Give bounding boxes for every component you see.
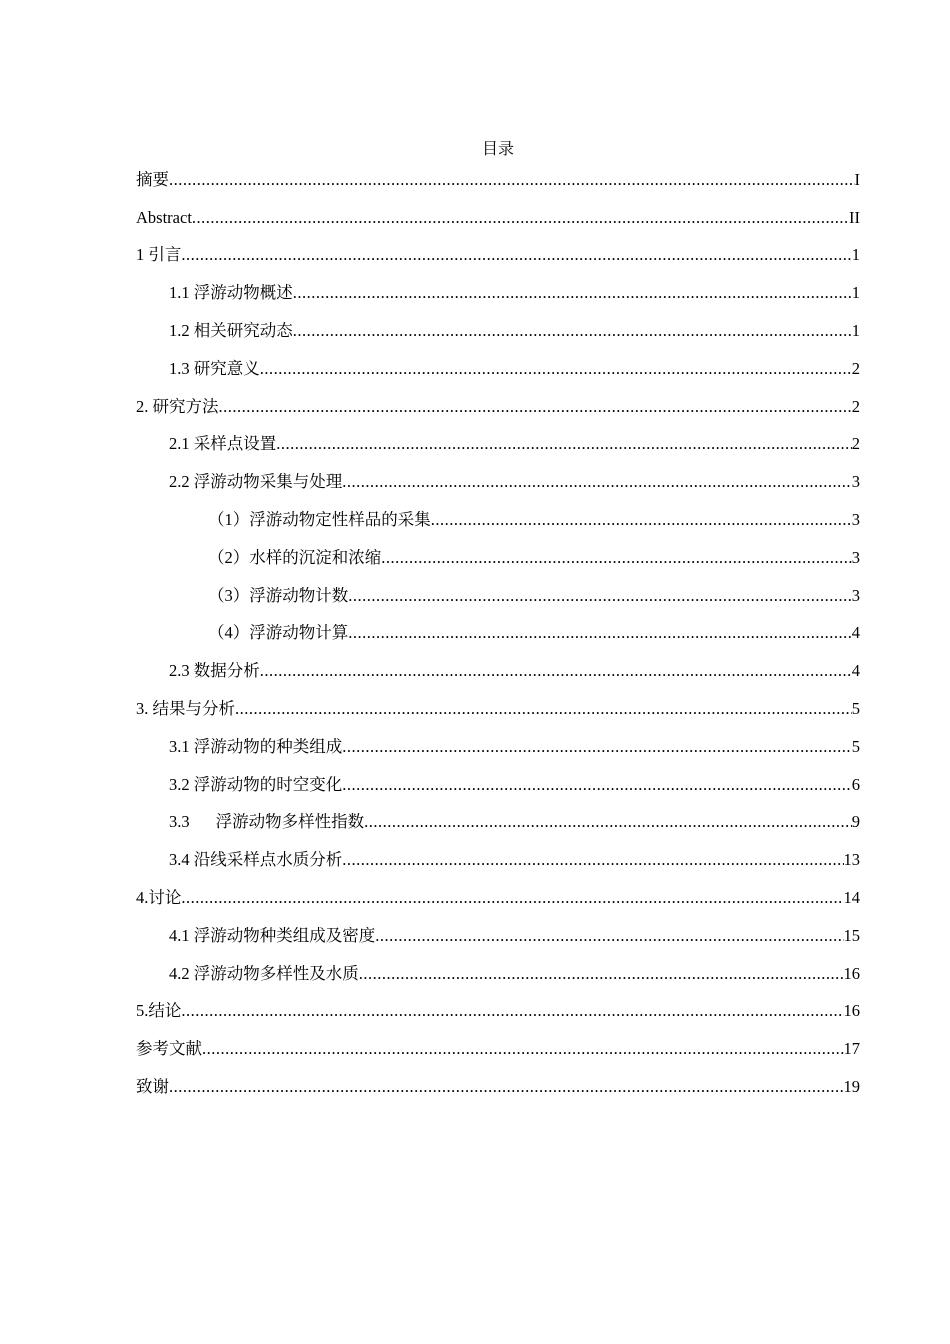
toc-entry-label: （4）浮游动物计算: [208, 623, 349, 643]
toc-entry-page: 4: [851, 661, 860, 681]
toc-entry-page: 3: [851, 585, 860, 605]
toc-entry-methods[interactable]: [136, 384, 860, 422]
toc-entry-page: II: [849, 207, 860, 227]
toc-entry-2-2-1[interactable]: [136, 497, 860, 535]
toc-entry-label: （1）浮游动物定性样品的采集: [208, 509, 431, 529]
toc-entry-2-2-4[interactable]: [136, 611, 860, 649]
toc-leader-dots: [381, 547, 852, 573]
toc-leader-dots: [431, 509, 852, 535]
toc-leader-dots: [260, 660, 852, 686]
toc-entry-page: 2: [851, 396, 860, 416]
toc-leader-dots: [293, 282, 852, 308]
toc-entry-label: 2.1 采样点设置: [169, 434, 277, 454]
toc-entry-page: 2: [851, 358, 860, 378]
toc-leader-dots: [276, 433, 852, 459]
toc-entry-label: 1.3 研究意义: [169, 358, 260, 378]
toc-leader-dots: [375, 925, 843, 951]
toc-title: 目录: [481, 141, 514, 158]
toc-leader-dots: [348, 585, 852, 611]
toc-leader-dots: [192, 207, 849, 233]
toc-entry-page: 19: [843, 1076, 860, 1096]
toc-entry-page: 17: [843, 1039, 860, 1059]
toc-entry-label: [169, 811, 364, 837]
toc-entry-1-2[interactable]: [136, 308, 860, 346]
toc-entry-2-2[interactable]: [136, 459, 860, 497]
toc-entry-page: 14: [843, 887, 860, 907]
toc-leader-dots: [348, 622, 852, 648]
toc-leader-dots: [219, 396, 852, 422]
toc-entry-label: 3.2 浮游动物的时空变化: [169, 774, 343, 794]
toc-entry-label: 参考文献: [136, 1039, 202, 1059]
toc-entry-label: 3. 结果与分析: [136, 698, 235, 718]
toc-entry-results[interactable]: [136, 686, 860, 724]
toc-entry-3-4[interactable]: [136, 837, 860, 875]
toc-entry-1-3[interactable]: [136, 346, 860, 384]
toc-entry-label: 2. 研究方法: [136, 396, 219, 416]
toc-entry-discussion[interactable]: [136, 875, 860, 913]
toc-entry-label: 致谢: [136, 1076, 169, 1096]
toc-entry-2-2-2[interactable]: [136, 535, 860, 573]
toc-entry-label: 2.3 数据分析: [169, 661, 260, 681]
toc-leader-dots: [181, 244, 851, 270]
toc-leader-dots: [342, 849, 843, 875]
toc-entry-page: 3: [851, 509, 860, 529]
toc-entry-page: 5: [851, 736, 860, 756]
toc-leader-dots: [169, 1076, 844, 1102]
toc-leader-dots: [235, 698, 852, 724]
toc-entry-abstract-en[interactable]: [136, 195, 860, 233]
toc-entry-label: 1.1 浮游动物概述: [169, 283, 293, 303]
toc-leader-dots: [342, 774, 852, 800]
toc-entry-acknowledgements[interactable]: [136, 1064, 860, 1102]
toc-entry-page: 16: [843, 963, 860, 983]
toc-leader-dots: [169, 169, 855, 195]
toc-entry-label: 2.2 浮游动物采集与处理: [169, 472, 343, 492]
toc-leader-dots: [260, 358, 852, 384]
toc-entry-page: 6: [851, 774, 860, 794]
toc-entry-4-1[interactable]: [136, 913, 860, 951]
toc-entry-page: 1: [851, 245, 860, 265]
toc-entry-label: （2）水样的沉淀和浓缩: [208, 547, 382, 567]
toc-entry-label: （3）浮游动物计数: [208, 585, 349, 605]
toc-entry-2-3[interactable]: [136, 648, 860, 686]
toc-leader-dots: [293, 320, 852, 346]
toc-entry-4-2[interactable]: [136, 951, 860, 989]
toc-entry-label: 1.2 相关研究动态: [169, 320, 293, 340]
toc-entry-page: 3: [851, 472, 860, 492]
toc-entry-page: I: [854, 169, 860, 189]
toc-entry-label: 1 引言: [136, 245, 182, 265]
toc-entry-page: 9: [851, 812, 860, 832]
toc-entry-label: 摘要: [136, 169, 169, 189]
toc-list: [136, 157, 860, 1102]
toc-leader-dots: [364, 811, 852, 837]
toc-entry-label: 5.结论: [136, 1001, 182, 1021]
toc-entry-conclusion[interactable]: [136, 989, 860, 1027]
toc-entry-page: 13: [843, 850, 860, 870]
toc-entry-label: 4.2 浮游动物多样性及水质: [169, 963, 359, 983]
toc-entry-page: 4: [851, 623, 860, 643]
toc-entry-references[interactable]: [136, 1026, 860, 1064]
toc-entry-number: 3.3: [169, 812, 190, 832]
toc-entry-page: 3: [851, 547, 860, 567]
toc-leader-dots: [359, 963, 844, 989]
toc-entry-3-3[interactable]: [136, 800, 860, 838]
toc-leader-dots: [202, 1038, 844, 1064]
toc-leader-dots: [342, 736, 852, 762]
toc-entry-3-2[interactable]: [136, 762, 860, 800]
toc-entry-2-2-3[interactable]: [136, 573, 860, 611]
toc-entry-1-1[interactable]: [136, 270, 860, 308]
toc-entry-3-1[interactable]: [136, 724, 860, 762]
toc-entry-page: 5: [851, 698, 860, 718]
toc-entry-label: 4.1 浮游动物种类组成及密度: [169, 925, 376, 945]
toc-entry-page: 15: [843, 925, 860, 945]
toc-entry-introduction[interactable]: [136, 233, 860, 271]
toc-entry-page: 16: [843, 1001, 860, 1021]
toc-leader-dots: [342, 471, 852, 497]
toc-leader-dots: [181, 887, 843, 913]
toc-entry-2-1[interactable]: [136, 422, 860, 460]
toc-entry-page: 1: [851, 283, 860, 303]
toc-entry-label: 3.4 沿线采样点水质分析: [169, 850, 343, 870]
toc-entry-abstract-cn[interactable]: [136, 157, 860, 195]
toc-entry-page: 2: [851, 434, 860, 454]
toc-entry-label: 3.1 浮游动物的种类组成: [169, 736, 343, 756]
toc-entry-label: Abstract: [136, 207, 192, 227]
toc-leader-dots: [181, 1000, 843, 1026]
toc-entry-text: 浮游动物多样性指数: [215, 812, 365, 832]
toc-entry-page: 1: [851, 320, 860, 340]
toc-entry-label: 4.讨论: [136, 887, 182, 907]
